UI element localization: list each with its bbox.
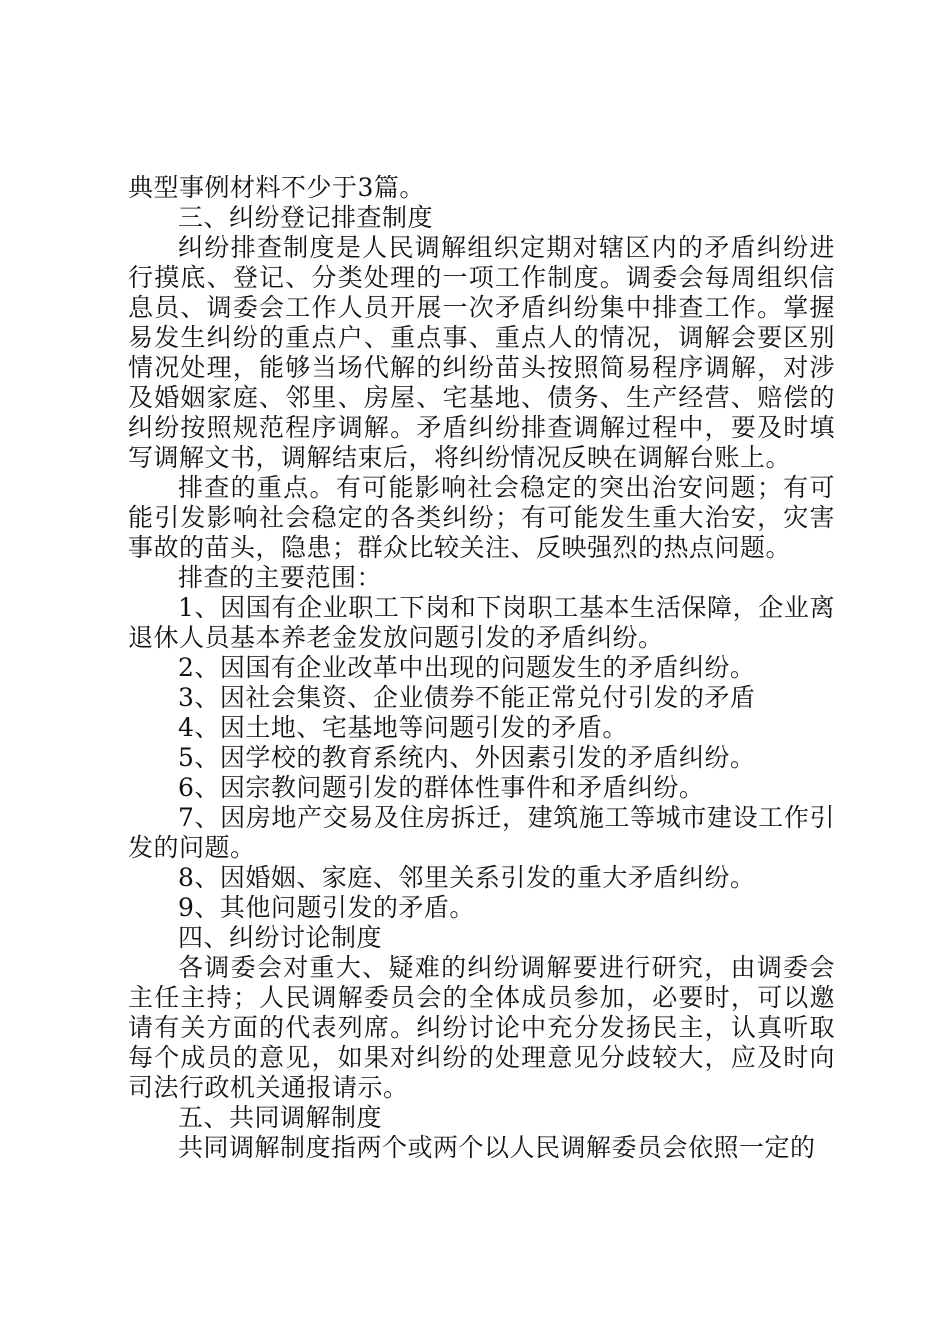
- paragraph-dispute-investigation-system: 纠纷排查制度是人民调解组织定期对辖区内的矛盾纠纷进行摸底、登记、分类处理的一项工作制度。调委会每周组织信息员、调委会工作人员开展一次矛盾纠纷集中排查工作。掌握易发生纠纷的重点户、重点事、重点人的情况，调解会要区别情况处理，能够当场代解的纠纷苗头按照简易程序调解，对涉及婚姻家庭、邻里、房屋、宅基地、债务、生产经营、赔偿的纠纷按照规范程序调解。矛盾纠纷排查调解过程中，要及时填写调解文书，调解结束后，将纠纷情况反映在调解台账上。: [128, 233, 835, 472]
- paragraph-case-materials: 典型事例材料不少于3篇。: [128, 173, 425, 202]
- section-heading-joint-mediation: 五、共同调解制度: [178, 1103, 383, 1132]
- list-item-1: 1、因国有企业职工下岗和下岗职工基本生活保障，企业离退休人员基本养老金发放问题引发的矛盾纠纷。: [128, 593, 835, 652]
- list-item-2: 2、因国有企业改革中出现的问题发生的矛盾纠纷。: [178, 653, 756, 682]
- paragraph-dispute-discussion-system: 各调委会对重大、疑难的纠纷调解要进行研究，由调委会主任主持；人民调解委员会的全体成员参加，必要时，可以邀请有关方面的代表列席。纠纷讨论中充分发扬民主，认真听取每个成员的意见，如果对纠纷的处理意见分歧较大，应及时向司法行政机关通报请示。: [128, 953, 835, 1102]
- section-heading-dispute-discussion: 四、纠纷讨论制度: [178, 923, 383, 952]
- paragraph-joint-mediation-system: 共同调解制度指两个或两个以人民调解委员会依照一定的: [178, 1133, 816, 1162]
- list-item-6: 6、因宗教问题引发的群体性事件和矛盾纠纷。: [178, 773, 705, 802]
- paragraph-investigation-scope: 排查的主要范围：: [178, 563, 383, 592]
- list-item-4: 4、因土地、宅基地等问题引发的矛盾。: [178, 713, 628, 742]
- list-item-3: 3、因社会集资、企业债券不能正常兑付引发的矛盾: [178, 683, 756, 712]
- list-item-7: 7、因房地产交易及住房拆迁，建筑施工等城市建设工作引发的问题。: [128, 803, 835, 862]
- list-item-8: 8、因婚姻、家庭、邻里关系引发的重大矛盾纠纷。: [178, 863, 756, 892]
- paragraph-investigation-focus: 排查的重点。有可能影响社会稳定的突出治安问题；有可能引发影响社会稳定的各类纠纷；有可能发生重大治安，灾害事故的苗头，隐患；群众比较关注、反映强烈的热点问题。: [128, 473, 835, 562]
- document-body: [128, 173, 835, 1163]
- section-heading-dispute-registration: 三、纠纷登记排查制度: [178, 203, 434, 232]
- list-item-9: 9、其他问题引发的矛盾。: [178, 893, 475, 922]
- list-item-5: 5、因学校的教育系统内、外因素引发的矛盾纠纷。: [178, 743, 756, 772]
